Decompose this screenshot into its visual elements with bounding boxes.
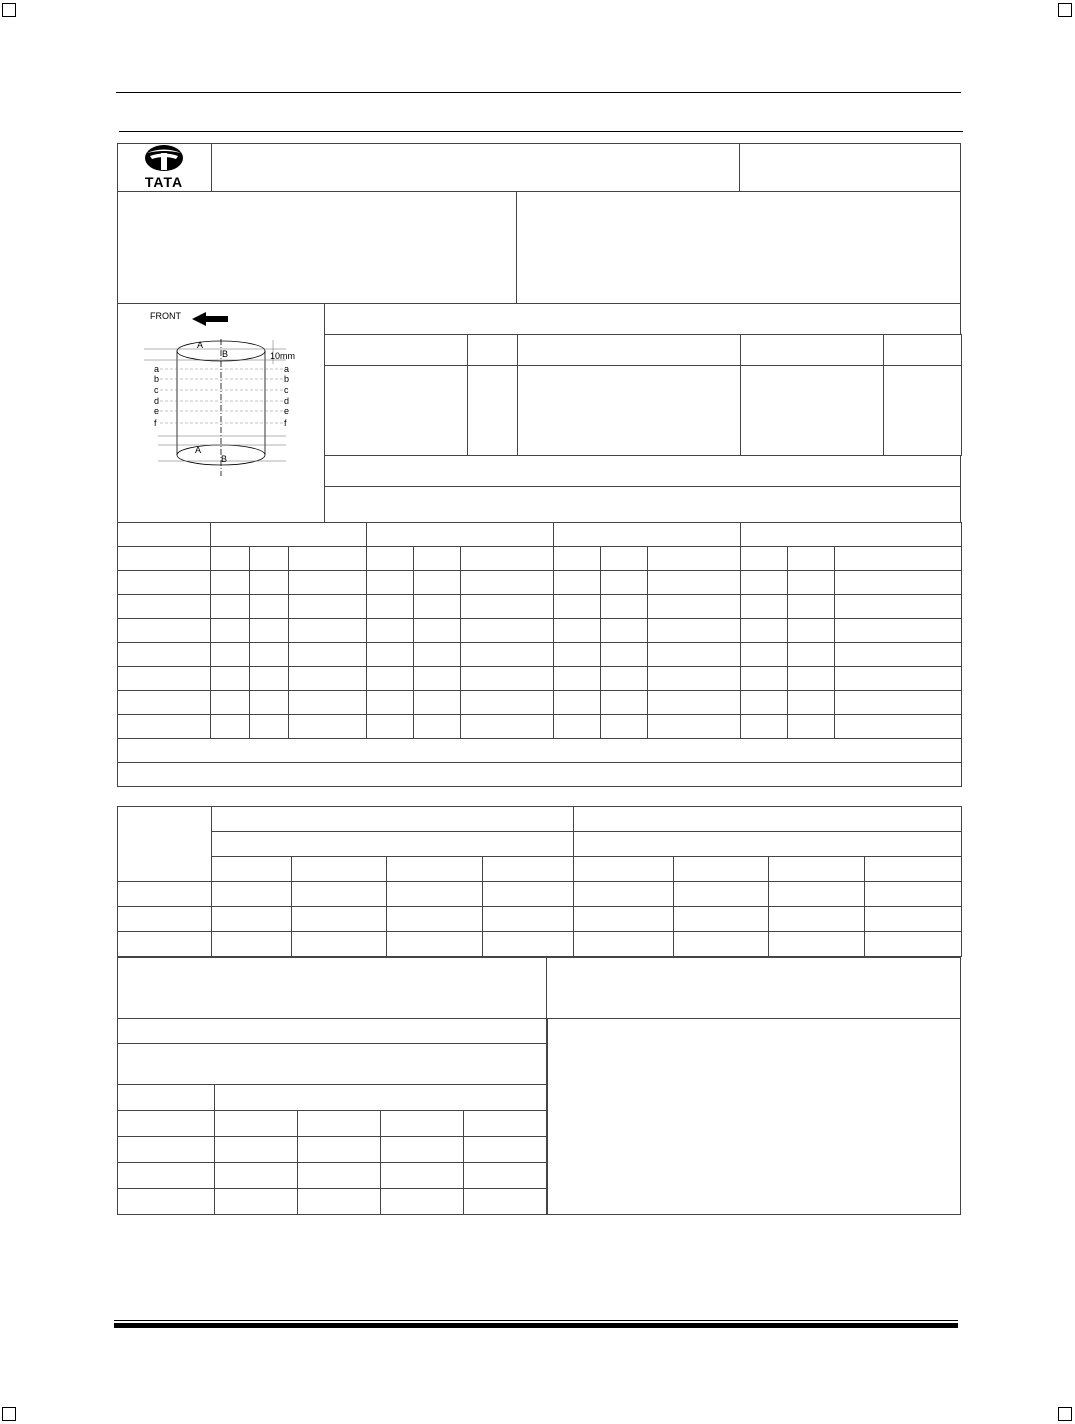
table-row xyxy=(118,857,962,882)
summary-subgroup-header xyxy=(574,832,962,857)
table-row xyxy=(118,595,962,619)
table-row xyxy=(118,619,962,643)
crop-mark-top-right xyxy=(1058,3,1072,17)
info-cell-left xyxy=(117,191,517,304)
crop-mark-bottom-left xyxy=(2,1407,16,1421)
tata-logo xyxy=(118,144,211,191)
table-row xyxy=(118,739,962,763)
table-row xyxy=(118,667,962,691)
spec-header-cell xyxy=(741,335,884,366)
spec-header-cell xyxy=(518,335,741,366)
level-labels-left xyxy=(154,364,159,428)
header-rule-bottom xyxy=(119,131,963,132)
table-row xyxy=(118,691,962,715)
bottom-left-group-header xyxy=(215,1085,548,1111)
table-row xyxy=(118,643,962,667)
spec-value-cell xyxy=(884,366,962,456)
remarks-row-cell xyxy=(118,739,962,763)
logo-cell xyxy=(117,143,212,192)
table-row xyxy=(118,547,962,571)
table-row xyxy=(118,1111,548,1137)
cylinder-group-header xyxy=(367,523,554,547)
diagram-cell xyxy=(117,303,325,523)
table-row xyxy=(118,907,962,932)
level-labels-right xyxy=(284,364,289,428)
table-row xyxy=(118,882,962,907)
table-row xyxy=(118,932,962,957)
spec-header-cell xyxy=(468,335,518,366)
level-lines xyxy=(160,369,283,423)
section-title-row-cell xyxy=(118,763,962,787)
footer-rule-thick xyxy=(114,1323,958,1328)
front-arrow-icon xyxy=(192,312,228,326)
spec-value-cell xyxy=(518,366,741,456)
cylinder-group-header xyxy=(211,523,367,547)
table-row xyxy=(118,1189,548,1215)
doc-number-cell xyxy=(739,143,961,192)
footer-rule-thin-top xyxy=(114,1320,958,1321)
spec-value-cell xyxy=(741,366,884,456)
table-row xyxy=(118,763,962,787)
spec-table xyxy=(324,334,962,456)
crop-mark-bottom-right xyxy=(1058,1407,1072,1421)
section-a-bottom: A xyxy=(195,445,202,455)
summary-subgroup-header xyxy=(212,832,574,857)
bottom-left-info-cell xyxy=(118,1044,548,1085)
level-label: c xyxy=(284,385,289,395)
level-label: d xyxy=(284,396,290,406)
signature-cell xyxy=(546,957,961,1019)
info-cell-right xyxy=(516,191,961,304)
level-label: b xyxy=(154,374,160,384)
spec-note-cell-1 xyxy=(324,455,961,487)
title-cell xyxy=(211,143,740,192)
header-rule-top xyxy=(116,92,961,93)
section-b-bottom: B xyxy=(221,454,228,464)
bottom-left-table xyxy=(117,1018,548,1215)
crop-mark-top-left xyxy=(2,3,16,17)
level-label: a xyxy=(284,364,290,374)
summary-group-header xyxy=(212,807,574,832)
table-row xyxy=(118,715,962,739)
spec-value-cell xyxy=(325,366,468,456)
spec-value-cell xyxy=(468,366,518,456)
remarks-cell xyxy=(546,1018,961,1215)
section-b-top: B xyxy=(222,349,229,359)
level-label: d xyxy=(154,396,160,406)
summary-table xyxy=(117,806,962,957)
bottom-left-header-cell xyxy=(118,1085,215,1111)
summary-group-header xyxy=(574,807,962,832)
table-row xyxy=(118,571,962,595)
observation-cell xyxy=(117,957,547,1019)
level-label: f xyxy=(284,418,287,428)
level-label: e xyxy=(284,406,290,416)
spec-note-cell-2 xyxy=(324,486,961,523)
section-a-top: A xyxy=(197,340,204,350)
measurement-header-cell xyxy=(118,523,211,547)
table-row xyxy=(118,1163,548,1189)
level-label: a xyxy=(154,364,160,374)
level-label: b xyxy=(284,374,290,384)
logo-text: TATA xyxy=(144,174,184,190)
level-label: f xyxy=(154,418,157,428)
level-label: e xyxy=(154,406,160,416)
cylinder-group-header xyxy=(554,523,741,547)
tata-t-emblem-icon xyxy=(145,145,183,171)
spec-header-cell xyxy=(325,335,468,366)
table-row xyxy=(118,1137,548,1163)
front-label: FRONT xyxy=(150,311,181,321)
bottom-left-title-cell xyxy=(118,1019,548,1044)
spec-title-cell xyxy=(324,303,961,335)
bore-measurement-table xyxy=(117,522,962,787)
cylinder-group-header xyxy=(741,523,962,547)
spec-header-cell xyxy=(884,335,962,366)
cylinder-bore-diagram xyxy=(118,304,324,522)
dimension-label: 10mm xyxy=(270,351,296,361)
summary-row-header xyxy=(118,807,212,882)
level-label: c xyxy=(154,385,159,395)
